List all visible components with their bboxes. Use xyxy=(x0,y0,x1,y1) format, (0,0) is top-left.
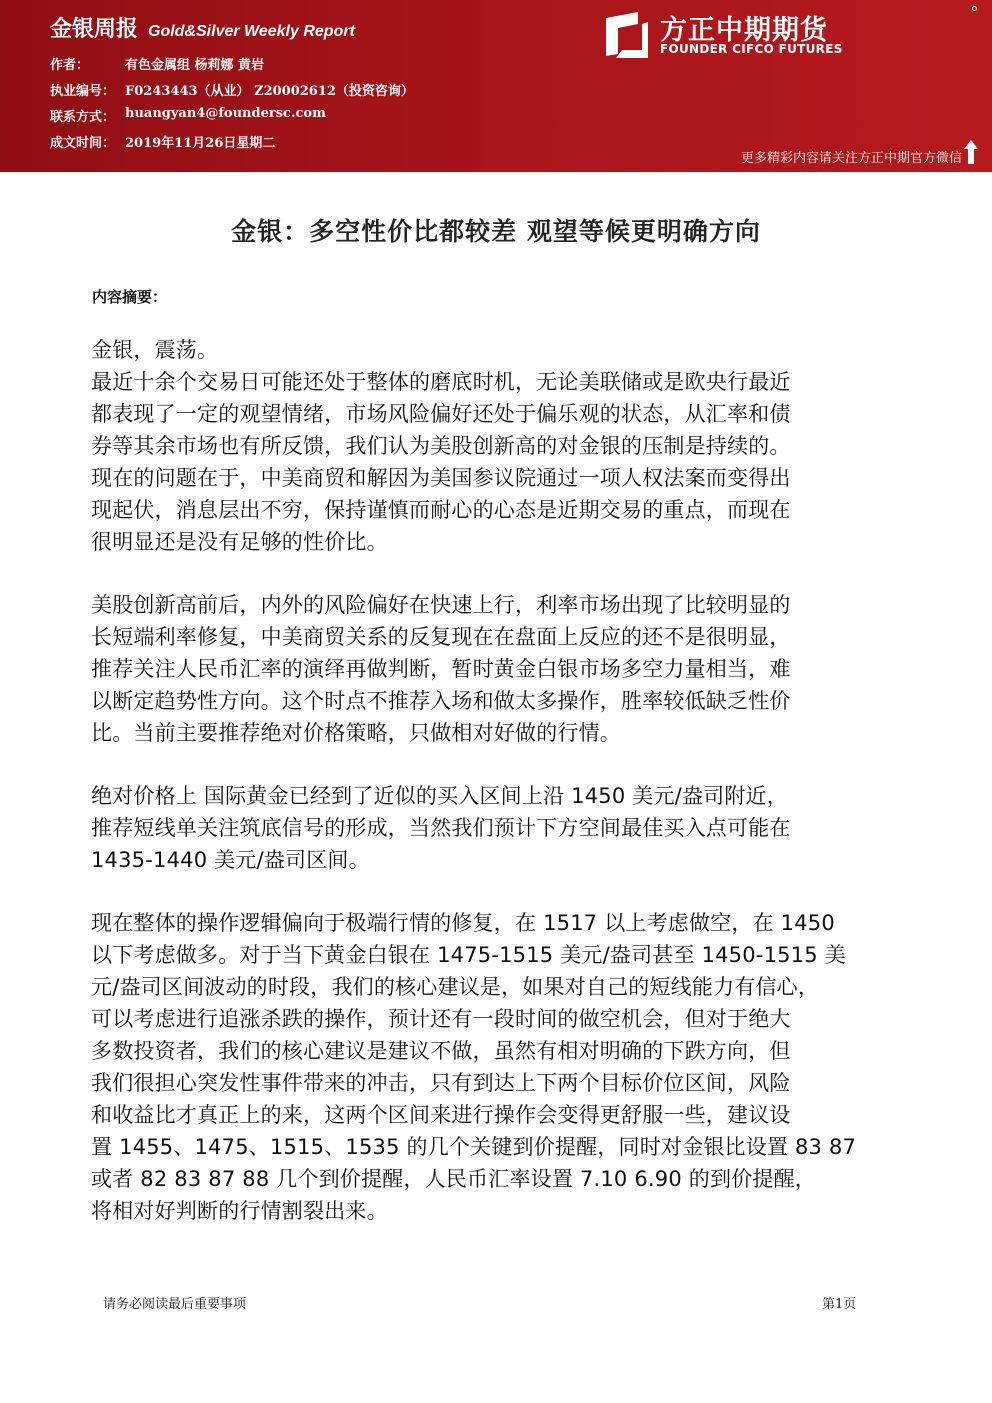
license-key: 执业编号： xyxy=(50,84,116,99)
text-line: 现起伏，消息层出不穷，保持谨慎而耐心的心态是近期交易的重点，而现在 xyxy=(91,498,791,522)
report-series-title-cn: 金银周报 xyxy=(50,17,139,42)
paragraph xyxy=(91,334,905,558)
wechat-follow-text: 更多精彩内容请关注方正中期官方微信 xyxy=(740,150,962,166)
date-value: 2019年11月26日星期二 xyxy=(125,136,276,151)
text-line: 元/盎司区间波动的时段，我们的核心建议是，如果对自己的短线能力有信心， xyxy=(91,975,820,999)
text-line: 比。当前主要推荐绝对价格策略，只做相对好做的行情。 xyxy=(91,721,621,745)
text-line: 长短端利率修复，中美商贸关系的反复现在在盘面上反应的还不是很明显， xyxy=(91,625,791,649)
report-series-title xyxy=(50,12,355,44)
text-line: 或者 82 83 87 88 几个到价提醒，人民币汇率设置 7.10 6.90 的到价提醒， xyxy=(91,1167,817,1191)
text-line: 现在的问题在于，中美商贸和解因为美国参议院通过一项人权法案而变得出 xyxy=(91,466,791,490)
text-line: 推荐关注人民币汇率的演绎再做判断，暂时黄金白银市场多空力量相当，难 xyxy=(91,657,791,681)
text-line: 将相对好判断的行情割裂出来。 xyxy=(91,1199,388,1223)
contact-row xyxy=(50,106,326,126)
author-key: 作者： xyxy=(50,58,90,73)
license-row xyxy=(50,80,414,100)
paragraph xyxy=(91,589,905,749)
text-line: 最近十余个交易日可能还处于整体的磨底时机，无论美联储或是欧央行最近 xyxy=(91,370,791,394)
wechat-follow-note xyxy=(741,144,978,168)
text-line: 券等其余市场也有所反馈，我们认为美股创新高的对金银的压制是持续的。 xyxy=(91,434,791,458)
text-line: 现在整体的操作逻辑偏向于极端行情的修复，在 1517 以上考虑做空，在 1450 xyxy=(91,911,835,935)
text-line: 多数投资者，我们的核心建议是建议不做，虽然有相对明确的下跌方向，但 xyxy=(91,1039,791,1063)
summary-label: 内容摘要： xyxy=(92,288,168,306)
text-line: 绝对价格上 国际黄金已经到了近似的买入区间上沿 1450 美元/盎司附近， xyxy=(91,784,788,808)
document-title: 金银：多空性价比都较差 观望等候更明确方向 xyxy=(231,217,761,246)
text-line: 置 1455、1475、1515、1535 的几个关键到价提醒，同时对金银比设置 83 87 xyxy=(91,1135,857,1159)
corner-dot-icon xyxy=(972,6,977,11)
contact-key: 联系方式： xyxy=(50,110,116,125)
contact-value: huangyan4@foundersc.com xyxy=(125,106,326,121)
paragraph xyxy=(91,780,905,876)
report-header-banner xyxy=(0,0,992,172)
text-line: 和收益比才真正上的来，这两个区间来进行操作会变得更舒服一些，建议设 xyxy=(91,1103,791,1127)
author-value: 有色金属组 杨莉娜 黄岩 xyxy=(125,58,265,73)
logo-name-cn: 方正中期期货 xyxy=(660,15,828,46)
text-line: 以下考虑做多。对于当下黄金白银在 1475-1515 美元/盎司甚至 1450-1515 美 xyxy=(91,943,846,967)
document-body xyxy=(91,334,905,1227)
text-line: 以断定趋势性方向。这个时点不推荐入场和做太多操作，胜率较低缺乏性价 xyxy=(91,689,791,713)
logo-name-en: FOUNDER CIFCO FUTURES xyxy=(660,42,843,56)
text-line: 可以考虑进行追涨杀跌的操作，预计还有一段时间的做空机会，但对于绝大 xyxy=(91,1007,791,1031)
text-line: 我们很担心突发性事件带来的冲击，只有到达上下两个目标价位区间，风险 xyxy=(91,1071,791,1095)
text-line: 推荐短线单关注筑底信号的形成，当然我们预计下方空间最佳买入点可能在 xyxy=(91,816,791,840)
paragraph xyxy=(91,907,905,1227)
license-value: F0243443（从业） Z20002612（投资咨询） xyxy=(125,84,414,99)
date-key: 成文时间： xyxy=(50,136,116,151)
author-row xyxy=(50,54,264,74)
date-row xyxy=(50,132,275,152)
footer-page-number: 第1页 xyxy=(822,1297,857,1312)
text-line: 金银，震荡。 xyxy=(91,338,219,362)
founder-cifco-logo xyxy=(602,8,902,58)
report-series-title-en: Gold&Silver Weekly Report xyxy=(148,23,355,40)
founder-logo-mark-icon xyxy=(602,10,652,60)
text-line: 美股创新高前后，内外的风险偏好在快速上行，利率市场出现了比较明显的 xyxy=(91,593,791,617)
text-line: 很明显还是没有足够的性价比。 xyxy=(91,530,388,554)
arrow-up-icon xyxy=(964,140,978,164)
text-line: 都表现了一定的观望情绪，市场风险偏好还处于偏乐观的状态，从汇率和债 xyxy=(91,402,791,426)
footer-notice: 请务必阅读最后重要事项 xyxy=(103,1297,247,1312)
text-line: 1435-1440 美元/盎司区间。 xyxy=(91,848,370,872)
